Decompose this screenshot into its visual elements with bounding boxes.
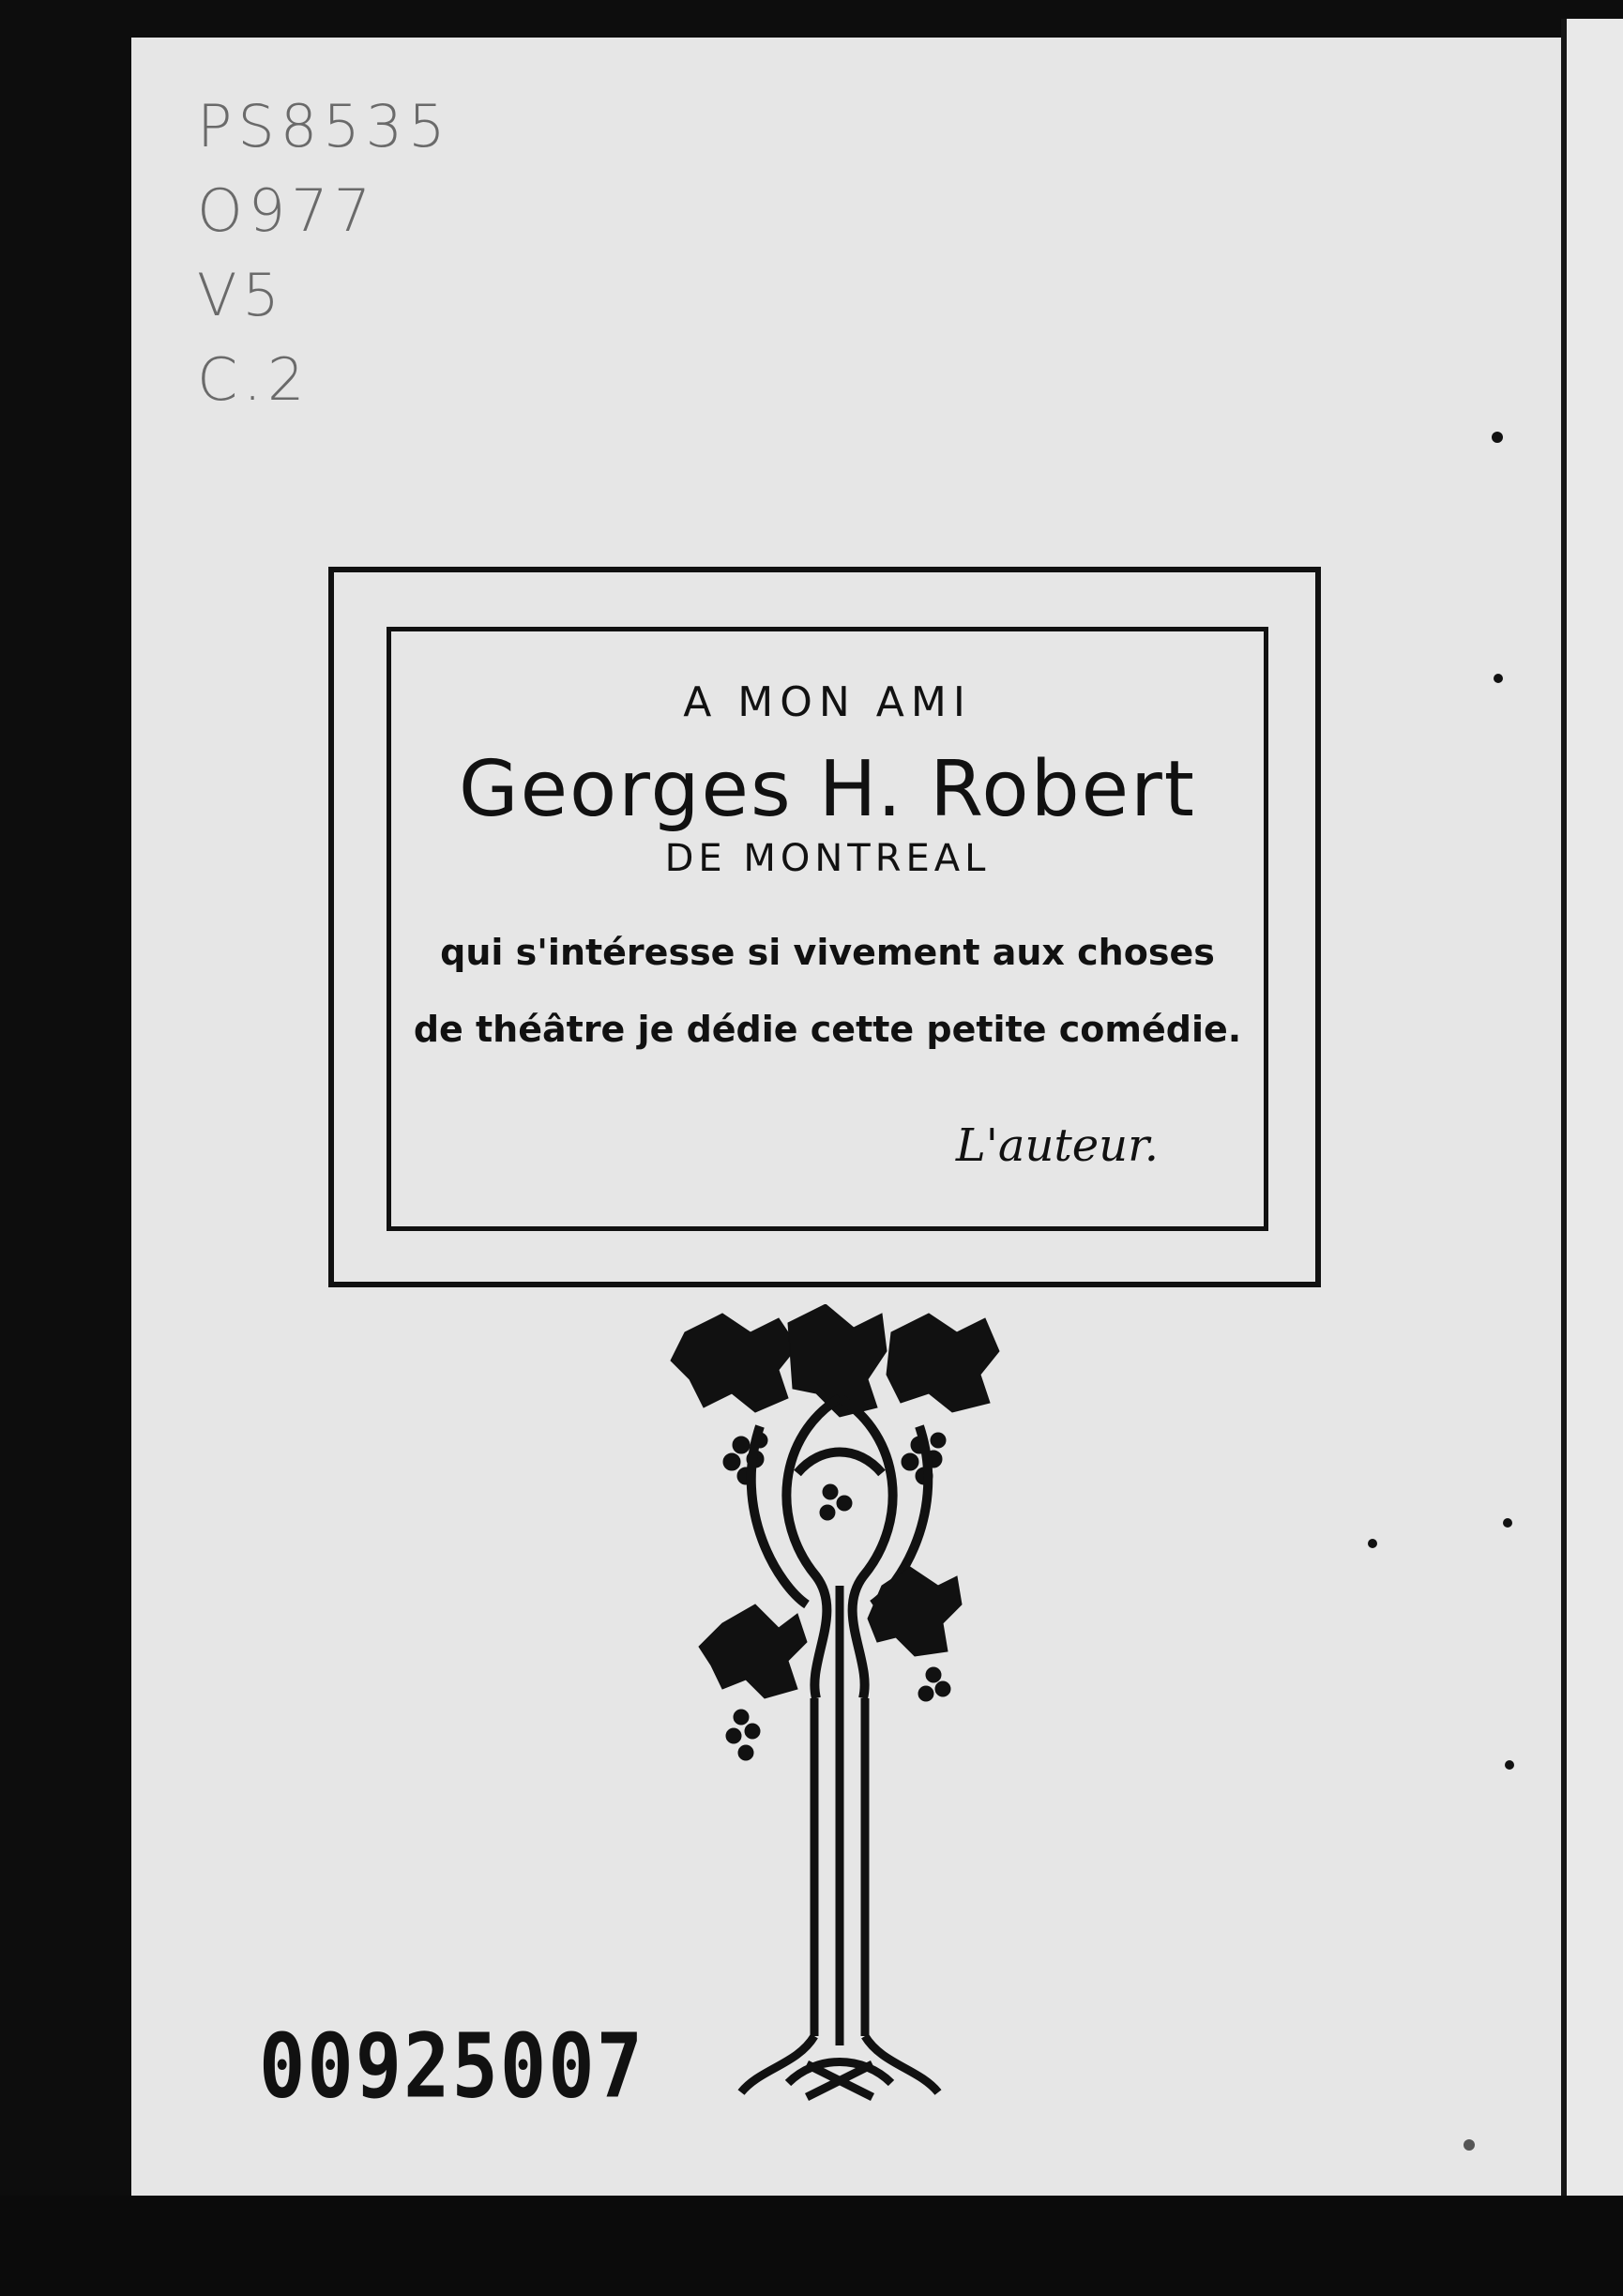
facing-page-edge	[1567, 19, 1623, 2196]
dedicatee-place: DE MONTREAL	[664, 837, 991, 880]
handwritten-call-number	[197, 84, 451, 422]
print-speck	[1492, 432, 1503, 443]
author-signature: L'auteur.	[955, 1119, 1159, 1172]
dedication-text	[391, 914, 1264, 1068]
call-number-line: C.2	[197, 345, 311, 414]
print-speck	[1368, 1539, 1377, 1548]
dedication-heading: A MON AMI	[683, 678, 972, 726]
vine-tree-ornament-icon	[666, 1304, 1013, 2111]
book-spine	[1561, 19, 1567, 2196]
dedicatee-name: Georges H. Robert	[459, 745, 1196, 834]
dedication-line: de théâtre je dédie cette petite comédie.	[413, 1009, 1242, 1050]
print-speck	[1505, 1760, 1514, 1770]
print-speck	[1464, 2139, 1475, 2151]
scan-border	[0, 2196, 1623, 2296]
dedication-box	[387, 627, 1268, 1231]
call-number-line: V5	[197, 261, 285, 329]
dedication-line: qui s'intéresse si vivement aux choses	[440, 932, 1215, 973]
call-number-line: PS8535	[197, 92, 451, 160]
call-number-line: O977	[197, 176, 377, 245]
print-speck	[1494, 674, 1503, 683]
accession-number: 00925007	[259, 2015, 645, 2119]
print-speck	[1503, 1518, 1512, 1528]
